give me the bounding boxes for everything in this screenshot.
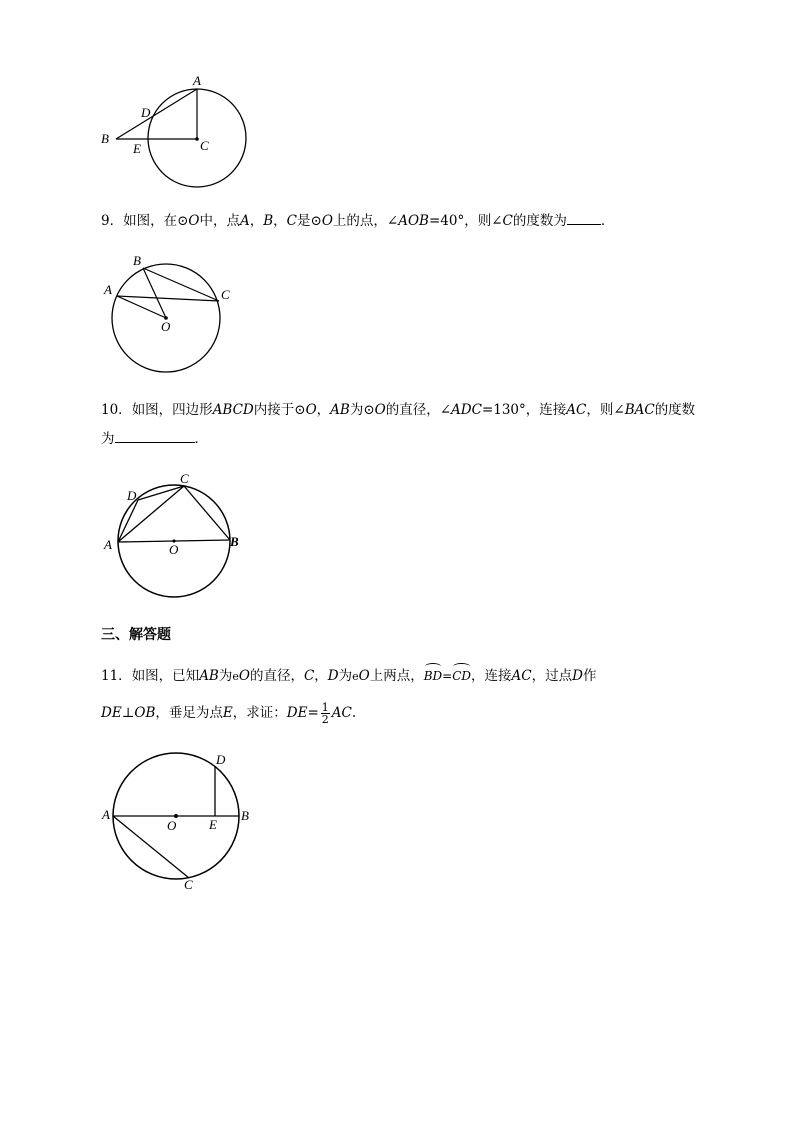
label-e: E: [209, 817, 217, 832]
label-b: B: [230, 534, 239, 549]
figure-q9: [100, 250, 240, 375]
answer-blank-9[interactable]: [567, 210, 601, 225]
question-10-line2: 为 ．: [101, 428, 208, 449]
question-11: 11．如图，已知AB为eO的直径，C，D为eO上两点，BD=CD，连接AC，过点D作: [101, 668, 597, 684]
fraction-one-half: $\frac{1}{2}$: [321, 701, 329, 726]
label-b: B: [241, 808, 249, 823]
label-c: C: [200, 138, 209, 153]
segment-oa: [117, 296, 166, 318]
label-o: O: [169, 542, 179, 557]
label-a: A: [104, 537, 112, 552]
section-heading: 三、解答题: [101, 627, 171, 643]
label-b: B: [133, 253, 141, 268]
label-c: C: [180, 471, 189, 486]
segment-ob: [143, 268, 166, 318]
label-e: E: [133, 141, 141, 156]
center-point-c: [195, 137, 199, 141]
label-d: D: [141, 105, 151, 120]
arc-bd: BD: [424, 666, 442, 686]
figure-q8: [95, 72, 260, 197]
segment-ab: [116, 89, 197, 139]
answer-blank-10[interactable]: [115, 428, 195, 443]
figure-q11: [98, 748, 258, 893]
label-c: C: [184, 877, 193, 892]
label-c: C: [221, 287, 230, 302]
label-o: O: [167, 818, 177, 833]
figure-q10: [100, 470, 250, 605]
label-a: A: [102, 807, 110, 822]
label-d: D: [216, 752, 226, 767]
label-b: B: [101, 131, 109, 146]
label-a: A: [193, 73, 201, 88]
label-o: O: [161, 319, 171, 334]
label-d: D: [127, 488, 137, 503]
question-10: 10．如图，四边形ABCD内接于⊙O，AB为⊙O的直径，∠ADC=130°，连接AC，则∠BAC的度数: [101, 402, 696, 418]
question-11-line2: DE⊥OB，垂足为点E，求证：DE= $\frac{1}{2}$ AC.: [101, 701, 357, 726]
arc-cd: CD: [452, 666, 471, 686]
question-9: 9．如图，在⊙O中，点A，B，C是⊙O上的点，∠AOB=40°，则∠C的度数为 ．: [101, 210, 614, 231]
segment-ac: [117, 296, 219, 301]
label-a: A: [104, 282, 112, 297]
segment-ac: [113, 816, 189, 878]
